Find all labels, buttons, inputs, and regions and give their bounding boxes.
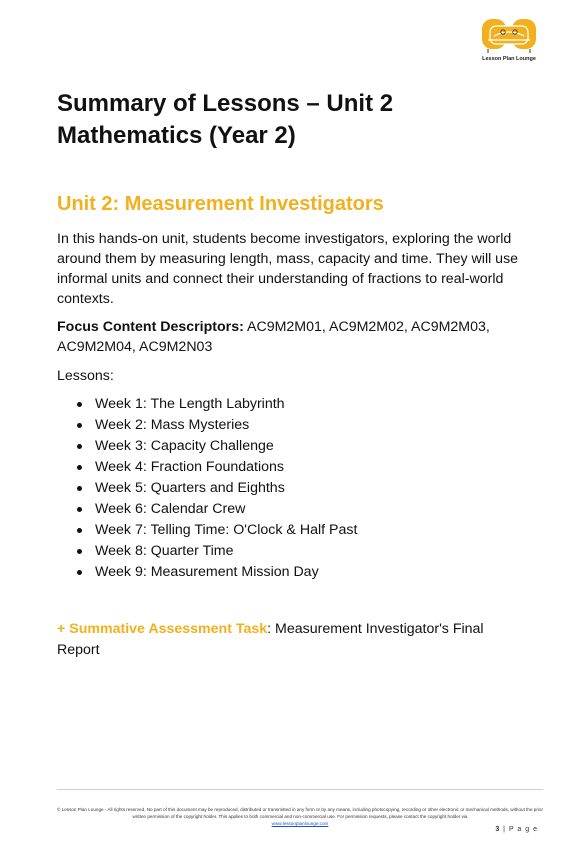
page-title: Summary of Lessons – Unit 2 Mathematics (Year 2) [57,90,394,149]
list-item: Week 9: Measurement Mission Day [57,562,517,583]
website-link[interactable]: www.lessonplanlounge.com [271,821,329,826]
footer-copyright [57,806,543,827]
logo [476,18,542,66]
focus-descriptors [57,317,542,357]
copyright-text: © Lesson Plan Lounge - All rights reserved. No part of this document may be reproduced, distributed or transmitted in any form or by any means, including photocopying, recording or other electronic or mechanical methods, without the prior written permission of the copyright holder. This applies to both commercial and non-commercial use. For permission requests, please contact the copyright holder via [57,807,543,819]
focus-label: Focus Content Descriptors: [57,319,244,335]
footer-divider [57,789,543,790]
list-item: Week 5: Quarters and Eighths [57,478,517,499]
lessons-list [57,394,517,583]
list-item: Week 4: Fraction Foundations [57,457,517,478]
summative-label: + Summative Assessment Task [57,621,268,637]
list-item: Week 1: The Length Labyrinth [57,394,517,415]
summative-assessment [57,619,527,661]
unit-intro: In this hands-on unit, students become investigators, exploring the world around them by measuring length, mass, capacity and time. They will use informal units and connect their understanding of fractions to real-world contexts. [57,231,519,307]
list-item: Week 3: Capacity Challenge [57,436,517,457]
list-item: Week 2: Mass Mysteries [57,415,517,436]
unit-heading: Unit 2: Measurement Investigators [57,193,384,215]
list-item: Week 6: Calendar Crew [57,499,517,520]
page-number: 3 | P a g e [495,826,538,833]
logo-text: Lesson Plan Lounge [482,56,536,62]
list-item: Week 7: Telling Time: O'Clock & Half Past [57,520,517,541]
lessons-label: Lessons: [57,368,114,384]
sofa-logo-icon [480,18,538,54]
summative-text: : Measurement Investigator's Final Report [57,621,484,658]
page-number-value: 3 [495,826,501,833]
list-item: Week 8: Quarter Time [57,541,517,562]
page-label: P a g e [508,826,538,833]
focus-codes: AC9M2M01, AC9M2M02, AC9M2M03, AC9M2M04, AC9M2N03 [57,319,490,355]
